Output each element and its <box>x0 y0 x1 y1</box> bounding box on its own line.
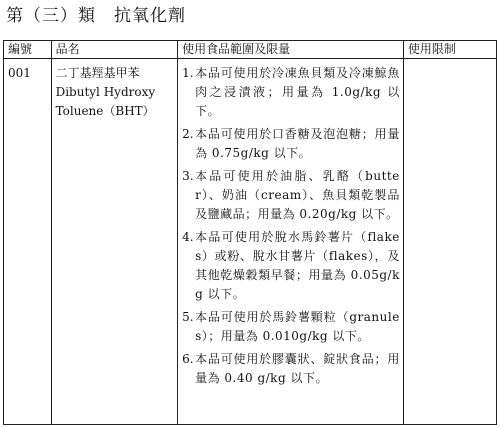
scope-item-text: 本品可使用於冷凍魚貝類及冷凍鯨魚肉之浸漬液；用量為 1.0g/kg 以下。 <box>195 66 400 118</box>
scope-item-number: 3. <box>182 169 194 183</box>
scope-item <box>182 167 400 224</box>
header-no: 編號 <box>4 41 52 59</box>
additive-table <box>3 40 497 425</box>
cell-scope <box>178 59 404 425</box>
scope-item-text: 本品可使用於口香糖及泡泡糖；用量為 0.75g/kg 以下。 <box>195 127 400 160</box>
scope-item <box>182 228 400 304</box>
scope-item-text: 本品可使用於脫水馬鈴薯片（flakes）或粉、脫水甘薯片（flakes），及其他乾燥穀類早餐；用量為 0.05g/kg 以下。 <box>195 230 400 301</box>
scope-item <box>182 308 400 346</box>
scope-item-number: 2. <box>182 127 194 141</box>
cell-name <box>51 59 178 425</box>
name-en-line-1: Dibutyl Hydroxy <box>55 85 156 99</box>
header-name: 品名 <box>51 41 178 59</box>
scope-item-text: 本品可使用於馬鈴薯顆粒（granules）；用量為 0.010g/kg 以下。 <box>195 310 400 343</box>
scope-item-number: 1. <box>182 66 194 80</box>
name-en-line-2: Toluene（BHT） <box>55 104 155 118</box>
scope-item-number: 5. <box>182 310 194 324</box>
cell-no: 001 <box>4 59 52 425</box>
scope-item <box>182 350 400 388</box>
header-scope: 使用食品範圍及限量 <box>178 41 404 59</box>
scope-item <box>182 64 400 121</box>
table-row <box>4 59 497 425</box>
cell-limit <box>403 59 496 425</box>
scope-item <box>182 125 400 163</box>
scope-item-number: 4. <box>182 230 194 244</box>
scope-list <box>182 64 400 388</box>
scope-item-text: 本品可使用於膠囊狀、錠狀食品；用量為 0.40 g/kg 以下。 <box>195 352 400 385</box>
name-zh: 二丁基羥基甲苯 <box>55 66 140 80</box>
page-title: 第（三）類 抗氧化劑 <box>6 6 186 26</box>
table-header-row <box>4 41 497 59</box>
scope-item-text: 本品可使用於油脂、乳酪（butter）、奶油（cream）、魚貝類乾製品及鹽藏品；用量為 0.20g/kg 以下。 <box>195 169 400 221</box>
header-limit: 使用限制 <box>403 41 496 59</box>
scope-item-number: 6. <box>182 352 194 366</box>
